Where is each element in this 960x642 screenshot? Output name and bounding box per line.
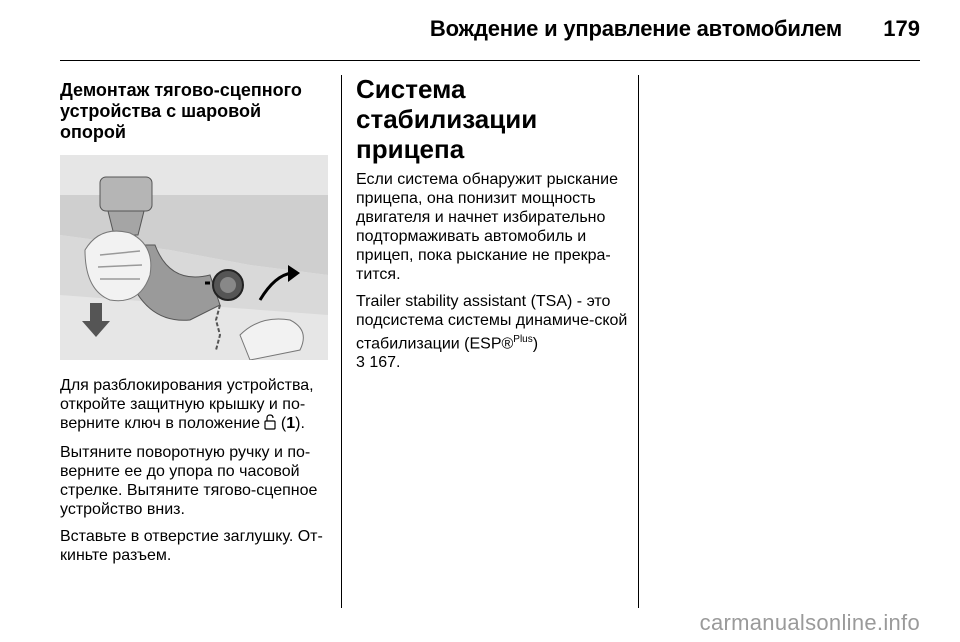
para2-text: Trailer stability assistant (TSA) - это подсистема системы динамиче-ской стабилизации (ESP® — [356, 293, 628, 353]
unlock-key-icon — [264, 414, 276, 435]
page-reference-link[interactable]: 167. — [364, 354, 401, 372]
esp-plus-superscript: Plus — [513, 334, 533, 345]
section-heading-tow-hitch: Демонтаж тягово-сцепного устройства с шаровой опорой — [60, 80, 302, 142]
para1-close: ). — [295, 415, 305, 432]
para1-text: Для разблокирования устройства, откройте защитную крышку и по-верните ключ в положение — [60, 377, 314, 432]
column-divider-right — [638, 75, 639, 608]
section-heading-trailer-stability: Система стабилизации прицепа — [356, 74, 538, 164]
para1-paren: ( — [276, 415, 287, 432]
right-column — [356, 74, 628, 380]
para2-close: ) — [532, 335, 539, 353]
watermark: carmanualsonline.info — [699, 610, 920, 635]
column-divider-left — [341, 75, 342, 608]
header-rule — [60, 60, 920, 61]
page-reference-arrow-icon[interactable]: 3 — [356, 354, 365, 372]
page-number: 179 — [883, 16, 920, 41]
left-column — [60, 80, 328, 573]
right-paragraph-2 — [356, 292, 628, 372]
left-paragraph-3: Вставьте в отверстие заглушку. От-киньте разъем. — [60, 528, 323, 564]
left-paragraph-2: Вытяните поворотную ручку и по-верните ее до упора по часовой стрелке. Вытяните тягово-сцепное устройство вниз. — [60, 444, 318, 518]
right-paragraph-1: Если система обнаружит рыскание прицепа, она понизит мощность двигателя и начнет избирательно подтормаживать автомобиль и прицеп, пока рыскание не прекра-тится. — [356, 171, 618, 283]
key-position-number: 1 — [286, 415, 296, 432]
page-header-title: Вождение и управление автомобилем — [429, 16, 842, 41]
left-paragraph-1 — [60, 376, 328, 435]
tow-hitch-removal-illustration — [60, 155, 328, 360]
